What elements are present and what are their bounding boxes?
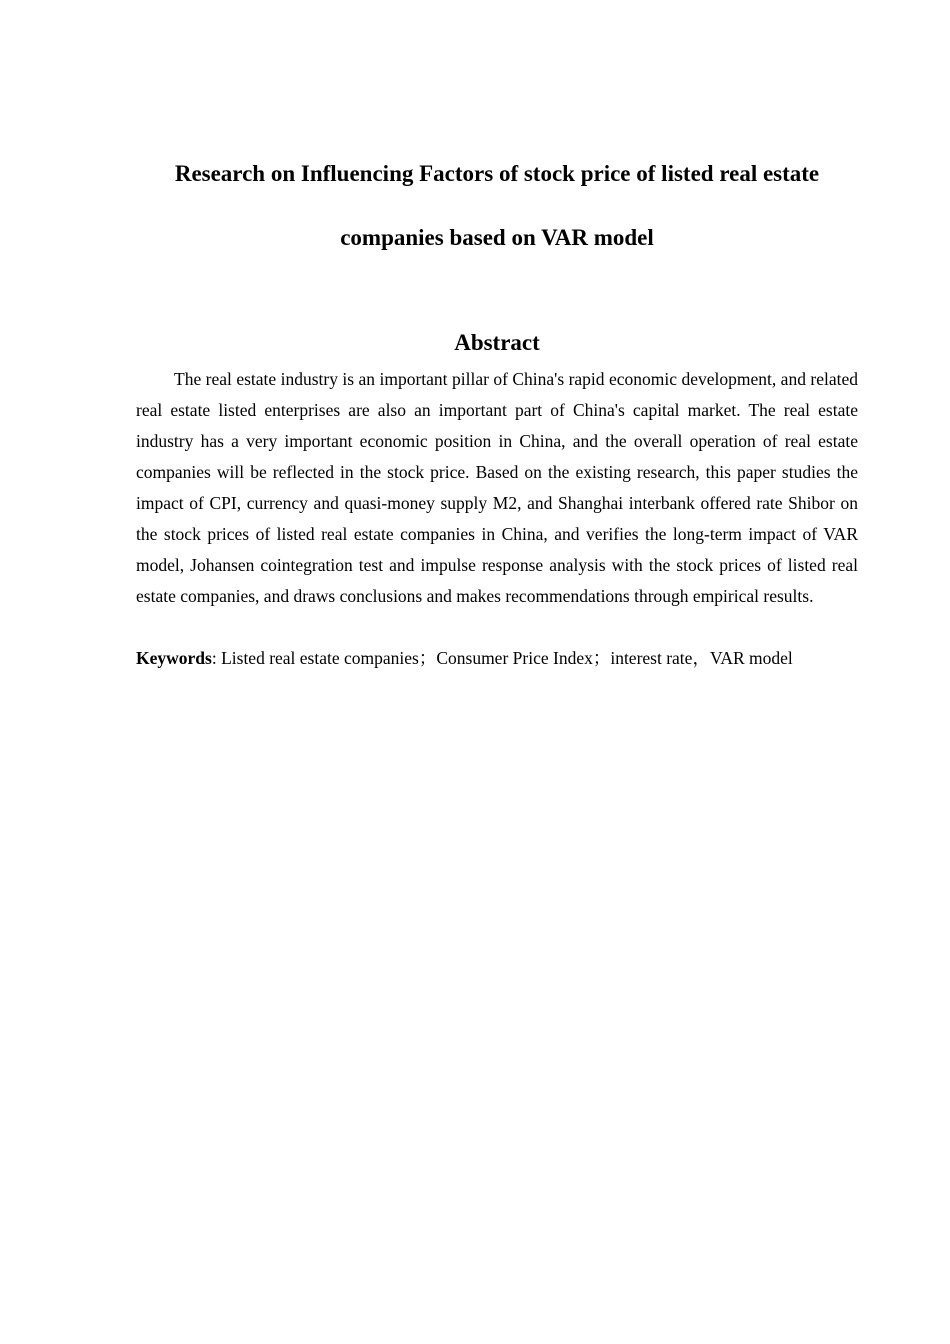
paper-title-line-2: companies based on VAR model xyxy=(340,225,654,250)
paper-title-line-1: Research on Influencing Factors of stock price of listed real estate xyxy=(174,161,820,186)
abstract-heading: Abstract xyxy=(454,330,540,355)
abstract-body: The real estate industry is an important pillar of China's rapid economic development, and related real estate listed enterprises are also an important part of China's capital market. The real estate industry has a very important economic position in China, and the overall operation of real estate companies will be reflected in the stock price. Based on the existing research, this paper studies the impact of CPI, currency and quasi-money supply M2, and Shanghai interbank offered rate Shibor on the stock prices of listed real estate companies in China, and verifies the long-term impact of VAR model, Johansen cointegration test and impulse response analysis with the stock prices of listed real estate companies, and draws conclusions and makes recommendations through empirical results. xyxy=(136,369,858,606)
keywords-text: Listed real estate companies；Consumer Price Index；interest rate，VAR model xyxy=(221,648,793,668)
keywords-label: Keywords xyxy=(136,648,212,668)
keywords-separator: : xyxy=(211,648,222,668)
keywords-line xyxy=(136,643,858,674)
